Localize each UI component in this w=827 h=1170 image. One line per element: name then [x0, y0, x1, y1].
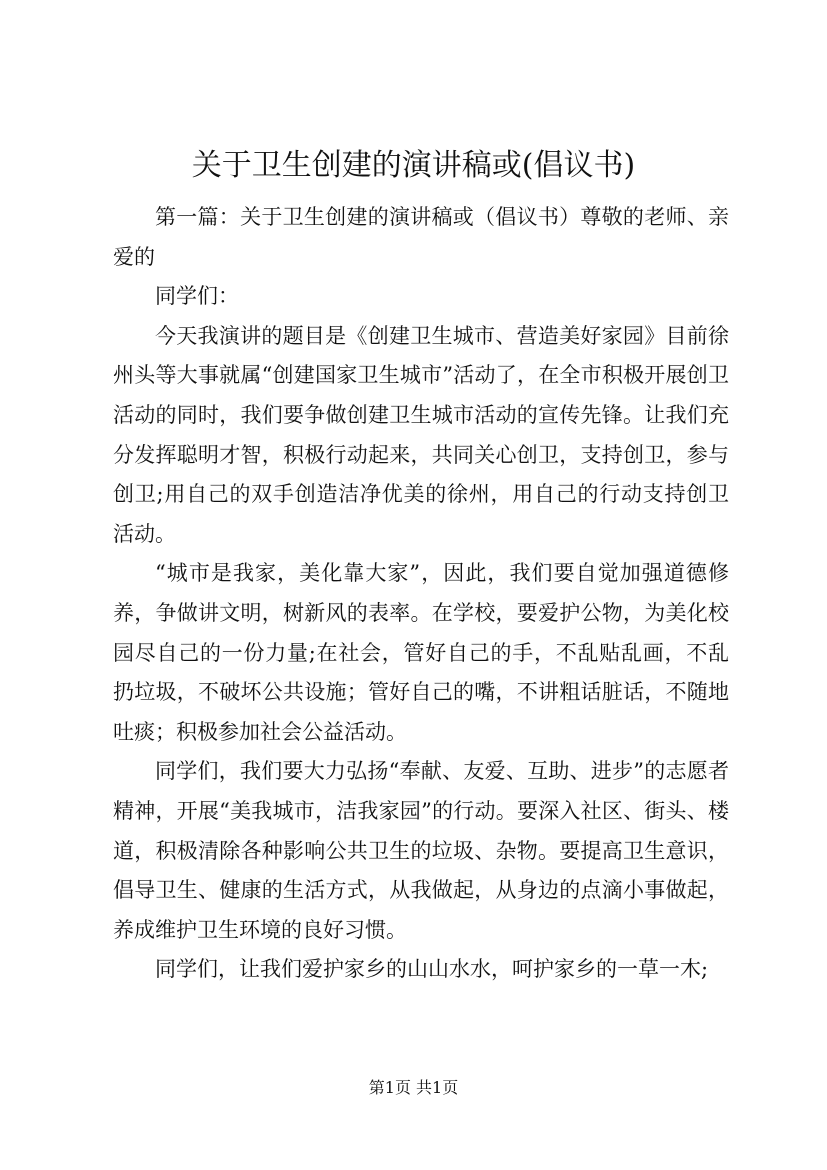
paragraph: 同学们： [155, 284, 239, 309]
paragraph: 同学们，我们要大力弘扬“奉献、友爱、互助、进步”的志愿者精神，开展“美我城市，洁我家园”的行动。要深入社区、街头、楼道，积极清除各种影响公共卫生的垃圾、杂物。要提高卫生意识，倡导卫生、健康的生活方式，从我做起，从身边的点滴小事做起，养成维护卫生环境的良好习惯。 [113, 759, 729, 942]
document-title: 关于卫生创建的演讲稿或(倡议书) [191, 148, 636, 183]
paragraph: 今天我演讲的题目是《创建卫生城市、营造美好家园》目前徐州头等大事就属“创建国家卫生城市”活动了，在全市积极开展创卫活动的同时，我们要争做创建卫生城市活动的宣传先锋。让我们充分发挥聪明才智，积极行动起来，共同关心创卫，支持创卫，参与创卫;用自己的双手创造洁净优美的徐州，用自己的行动支持创卫活动。 [113, 323, 729, 546]
paragraph: 第一篇：关于卫生创建的演讲稿或（倡议书）尊敬的老师、亲爱的 [113, 205, 729, 269]
document-body [113, 198, 729, 990]
page-number-footer: 第1页 共1页 [368, 1078, 459, 1097]
paragraph: “城市是我家，美化靠大家”，因此，我们要自觉加强道德修养，争做讲文明，树新风的表率。在学校，要爱护公物，为美化校园尽自己的一份力量;在社会，管好自己的手，不乱贴乱画，不乱扔垃圾，不破坏公共设施；管好自己的嘴，不讲粗话脏话，不随地吐痰；积极参加社会公益活动。 [113, 561, 729, 744]
paragraph: 同学们，让我们爱护家乡的山山水水，呵护家乡的一草一木; [155, 957, 709, 982]
